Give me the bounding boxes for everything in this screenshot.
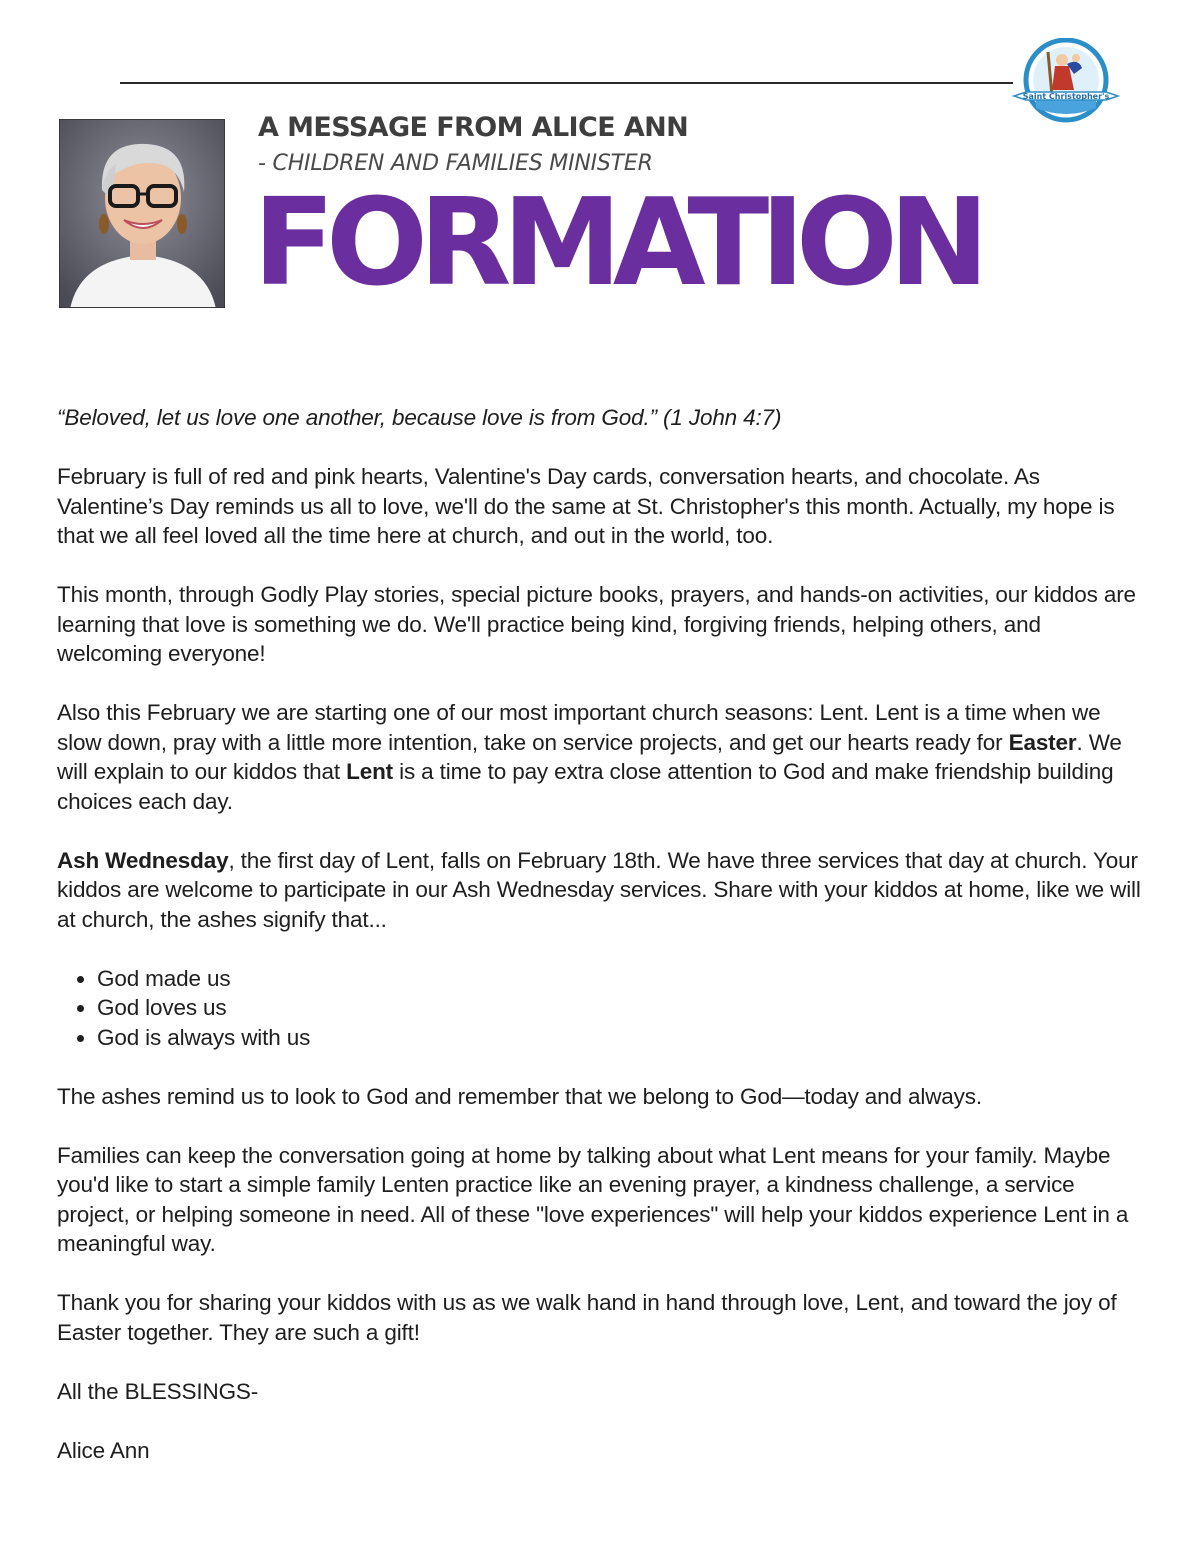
- message-subtitle: - CHILDREN AND FAMILIES MINISTER: [258, 151, 653, 176]
- letter-body: [57, 403, 1147, 1495]
- signature: Alice Ann: [57, 1437, 150, 1463]
- bold-easter: Easter: [1008, 729, 1077, 755]
- paragraph-ashes-remind: The ashes remind us to look to God and remember that we belong to God—today and always.: [57, 1083, 982, 1109]
- paragraph-thank-you: Thank you for sharing your kiddos with us as we walk hand in hand through love, Lent, and toward the joy of Easter together. They are such a gift!: [57, 1290, 1117, 1345]
- paragraph-ash-wednesday-text: , the first day of Lent, falls on February 18th. We have three services that day at church. Your kiddos are welcome to participate in our Ash Wednesday services. Share with your kiddos at home, like we will at church, the ashes signify that...: [57, 847, 1141, 932]
- saint-christophers-logo: [1012, 38, 1120, 124]
- bold-ash-wednesday: Ash Wednesday: [57, 847, 229, 873]
- alice-ann-portrait: [59, 119, 225, 308]
- closing-line: All the BLESSINGS-: [57, 1378, 259, 1404]
- list-item: • God loves us: [97, 993, 1147, 1023]
- bold-lent: Lent: [346, 759, 394, 784]
- logo-text: Saint Christopher's: [1022, 92, 1110, 101]
- message-title: A MESSAGE FROM ALICE ANN: [258, 112, 689, 143]
- list-item: • God is always with us: [97, 1023, 1147, 1053]
- header-divider-line: [120, 82, 1013, 84]
- paragraph-ash-wednesday: [57, 846, 1147, 935]
- paragraph-families: Families can keep the conversation going at home by talking about what Lent means for your family. Maybe you'd like to start a simple family Lenten practice like an evening prayer, a kindness challenge, a service project, or helping someone in need. All of these "love experiences" will help your kiddos experience Lent in a meaningful way.: [57, 1142, 1129, 1256]
- scripture-quote: “Beloved, let us love one another, because love is from God.” (1 John 4:7): [57, 405, 782, 430]
- paragraph-lent: [57, 698, 1147, 816]
- list-item: • God made us: [97, 964, 1147, 994]
- section-title: FORMATION: [253, 174, 981, 313]
- paragraph-lent-text-3: is a time to pay extra close attention to God and make friendship building choices each day.: [57, 759, 1114, 814]
- paragraph-lent-text-1: Also this February we are starting one of our most important church seasons: Lent. Lent is a time when we slow down, pray with a little more intention, take on service projects, and get our hearts ready for: [57, 700, 1101, 755]
- paragraph-lent-text-2: . We will explain to our kiddos that: [57, 729, 1122, 784]
- paragraph-this-month: This month, through Godly Play stories, special picture books, prayers, and hands-on activities, our kiddos are learning that love is something we do. We'll practice being kind, forgiving friends, helping others, and welcoming everyone!: [57, 582, 1136, 666]
- paragraph-february: February is full of red and pink hearts, Valentine's Day cards, conversation hearts, and chocolate. As Valentine’s Day reminds us all to love, we'll do the same at St. Christopher's this month. Actually, my hope is that we all feel loved all the time here at church, and out in the world, too.: [57, 464, 1115, 548]
- ashes-meaning-list: [57, 964, 1147, 1053]
